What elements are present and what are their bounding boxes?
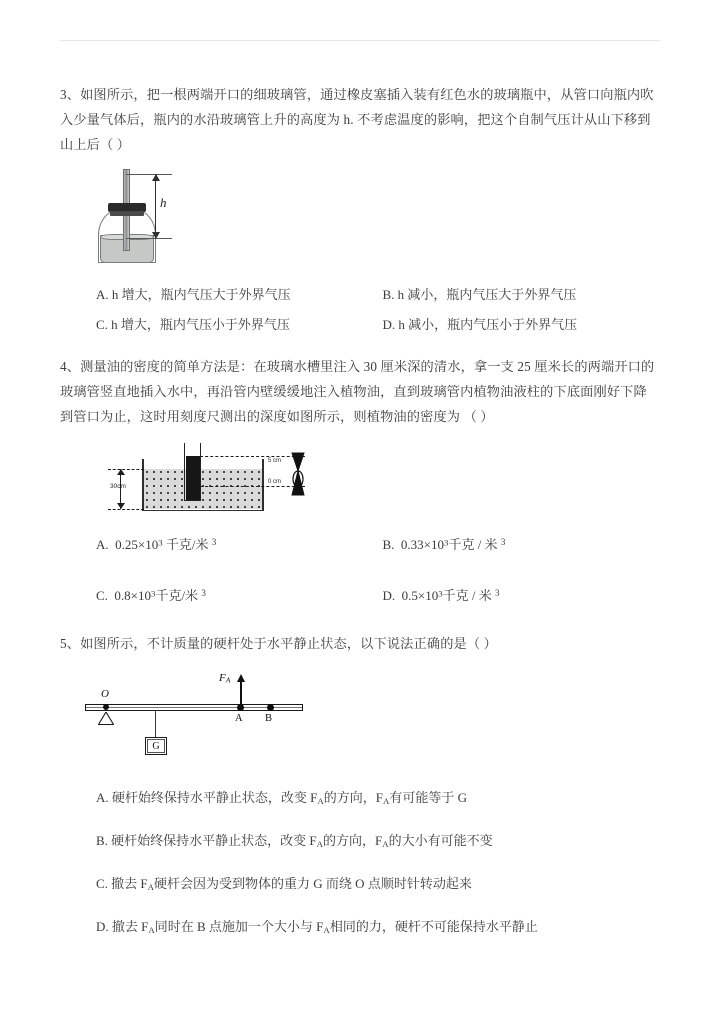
- option-d-exponent: 3: [438, 588, 443, 599]
- question-5-option-row-b: [60, 821, 665, 864]
- rubber-stopper-lower-shape: [110, 211, 144, 216]
- option-c-times: ×: [130, 588, 139, 604]
- option-d-sub-1: A: [148, 924, 155, 935]
- option-b-key: B.: [382, 537, 395, 553]
- question-3-option-row-1: [60, 280, 665, 310]
- option-b-times: ×: [423, 537, 432, 553]
- option-d-unit: 千克 / 米: [442, 588, 492, 604]
- lever-figure: [85, 668, 315, 768]
- height-dimension-line: [155, 174, 156, 238]
- option-a-part-2: 的方向，F: [323, 790, 383, 806]
- question-4-option-a: [60, 527, 363, 560]
- question-4-option-d: [363, 578, 666, 611]
- question-3-stem-line-1: 3、如图所示，把一根两端开口的细玻璃管，通过橡皮塞插入装有红色水的玻璃瓶中，从管口向瓶内吹: [60, 87, 654, 102]
- question-5-option-row-c: [60, 864, 665, 907]
- weight-label-g-container: [145, 737, 167, 755]
- option-d-sub-2: A: [323, 924, 330, 935]
- option-a-key: A.: [96, 790, 109, 806]
- question-4-option-b: [363, 527, 666, 560]
- option-a-coefficient: 0.25: [115, 537, 138, 553]
- height-arrow-up-icon: [152, 174, 160, 181]
- option-c-key: C.: [96, 876, 108, 892]
- height-label-h: h: [160, 195, 167, 210]
- option-d-part-2: 同时在 B 点施加一个大小与 F: [154, 919, 324, 934]
- force-arrow-head-icon: [237, 674, 245, 682]
- option-a-sub-2: A: [383, 796, 390, 807]
- ruler-label-bottom: 0 cm: [268, 479, 282, 485]
- tank-left-wall-shape: [142, 459, 144, 511]
- option-b-part-1: 硬杆始终保持水平静止状态，改变 F: [111, 833, 317, 849]
- depth-arrow-down-icon: [117, 503, 125, 509]
- option-a-part-3: 有可能等于 G: [389, 790, 468, 806]
- option-b-exponent: 3: [444, 537, 449, 548]
- bottle-barometer-figure: [88, 165, 208, 270]
- height-tick-bottom: [126, 238, 172, 239]
- force-label-f: F: [219, 672, 226, 685]
- option-d-key: D.: [382, 588, 396, 604]
- option-c-base: 10: [138, 588, 152, 604]
- option-a-key: A.: [96, 537, 109, 553]
- height-tick-top: [126, 174, 172, 175]
- option-a-times: ×: [137, 537, 146, 553]
- option-b-sub-1: A: [316, 839, 324, 850]
- option-c-key: C.: [96, 588, 108, 604]
- option-d-part-3: 相同的力，硬杆不可能保持水平静止: [329, 919, 538, 934]
- option-b-unit-exponent: 3: [500, 537, 506, 547]
- header-rule: [60, 40, 660, 41]
- question-4-option-c: [60, 578, 363, 611]
- glass-pipe-shape: [184, 443, 201, 501]
- question-3-options: [60, 280, 665, 340]
- question-3-option-row-2: [60, 310, 665, 340]
- option-d-times: ×: [417, 588, 426, 604]
- question-4-option-row-2: [60, 578, 665, 611]
- point-a-label: A: [235, 713, 243, 725]
- option-c-sub-1: A: [147, 882, 155, 892]
- option-b-coefficient: 0.33: [400, 537, 424, 553]
- weight-hanger-line: [155, 711, 156, 738]
- left-depth-top-dashed-line: [108, 469, 144, 470]
- option-a-unit: 千克/米: [165, 537, 209, 553]
- fulcrum-label-o: O: [101, 688, 109, 701]
- option-c-text: h 增大，瓶内气压小于外界气压: [111, 317, 290, 332]
- question-5-option-row-d: [60, 907, 665, 950]
- tank-right-wall-shape: [262, 459, 264, 511]
- option-b-part-3: 的大小有可能不变: [388, 833, 493, 849]
- option-c-unit: 千克/米: [155, 588, 199, 604]
- option-d-coefficient: 0.5: [401, 588, 418, 604]
- question-5-stem-line-1: 5、如图所示，不计质量的硬杆处于水平静止状态，以下说法正确的是（ ）: [60, 636, 497, 652]
- option-b-key: B.: [96, 833, 108, 849]
- option-a-part-1: 硬杆始终保持水平静止状态，改变 F: [111, 790, 318, 806]
- weight-label-g: G: [152, 740, 160, 752]
- option-d-unit-exponent: 3: [495, 588, 500, 599]
- point-b-dot: [267, 704, 274, 711]
- option-c-part-2: 硬杆会因为受到物体的重力 G 而绕 O 点顺时针转动起来: [154, 876, 472, 892]
- question-5-option-row-a: [60, 778, 665, 821]
- question-5-options: [60, 778, 665, 950]
- option-a-base: 10: [145, 537, 159, 553]
- option-d-text: h 减小，瓶内气压小于外界气压: [398, 317, 578, 332]
- question-5-stem: [60, 631, 665, 656]
- option-c-unit-exponent: 3: [201, 588, 206, 599]
- page-content: [60, 82, 665, 954]
- option-b-unit: 千克 / 米: [448, 537, 498, 553]
- question-3-stem-line-3: 山上后（ ）: [60, 137, 131, 152]
- option-c-part-1: 撤去 F: [111, 876, 148, 892]
- fulcrum-triangle-icon: [98, 712, 114, 725]
- question-5-option-b: [60, 821, 665, 864]
- left-depth-bottom-dashed-line: [108, 509, 144, 510]
- height-arrow-down-icon: [152, 232, 160, 239]
- point-b-label: B: [265, 713, 273, 725]
- caliper-icon: [290, 451, 306, 497]
- option-a-text: h 增大，瓶内气压大于外界气压: [111, 287, 291, 302]
- question-4-stem-line-3: 到管口为止，这时用刻度尺测出的深度如图所示，则植物油的密度为 （ ）: [60, 409, 494, 424]
- option-b-text: h 减小，瓶内气压大于外界气压: [397, 287, 577, 302]
- question-3-stem-line-2: 入少量气体后，瓶内的水沿玻璃管上升的高度为 h. 不考虑温度的影响，把这个自制气压计从山下移到: [60, 112, 651, 127]
- question-3-option-d: [363, 310, 666, 340]
- question-5-option-d: [60, 907, 665, 950]
- option-b-key: B.: [382, 287, 395, 302]
- option-c-exponent: 3: [151, 588, 156, 599]
- option-d-key: D.: [382, 317, 396, 332]
- question-3-stem: [60, 82, 665, 157]
- option-a-key: A.: [96, 287, 109, 302]
- tank-water-shape: [144, 469, 262, 509]
- question-3-option-b: [363, 280, 666, 310]
- ruler-label-top: 5 cm: [268, 458, 282, 464]
- option-a-unit-exponent: 3: [211, 537, 217, 547]
- option-b-sub-2: A: [382, 839, 389, 850]
- question-4-stem-line-1: 4、测量油的密度的简单方法是：在玻璃水槽里注入 30 厘米深的清水，拿一支 25 厘米长的两端开口的: [60, 359, 655, 374]
- water-tank-oil-tube-figure: [100, 439, 315, 517]
- force-label-subscript: A: [225, 675, 231, 685]
- question-4-options: [60, 527, 665, 611]
- option-a-sub-1: A: [317, 796, 324, 807]
- question-4-stem: [60, 354, 665, 429]
- option-c-coefficient: 0.8: [114, 588, 131, 604]
- question-4-stem-line-2: 玻璃管竖直地插入水中，再沿管内壁缓缓地注入植物油，直到玻璃管内植物油液柱的下底面刚好下降: [60, 384, 647, 399]
- option-b-part-2: 的方向，F: [323, 833, 383, 849]
- option-d-part-1: 撤去 F: [111, 919, 149, 934]
- option-d-key: D.: [96, 919, 109, 934]
- option-c-key: C.: [96, 317, 108, 332]
- question-5: [60, 631, 665, 950]
- option-a-exponent: 3: [158, 537, 163, 548]
- question-4: [60, 354, 665, 611]
- question-4-option-row-1: [60, 527, 665, 560]
- question-3-option-a: [60, 280, 363, 310]
- question-5-option-a: [60, 778, 665, 821]
- option-d-base: 10: [425, 588, 439, 604]
- question-3: [60, 82, 665, 340]
- force-label-fa: [219, 672, 230, 685]
- question-5-option-c: [60, 864, 665, 907]
- depth-label-30cm: 30cm: [110, 483, 126, 490]
- depth-arrow-up-icon: [117, 469, 125, 475]
- question-3-option-c: [60, 310, 363, 340]
- option-b-base: 10: [431, 537, 445, 553]
